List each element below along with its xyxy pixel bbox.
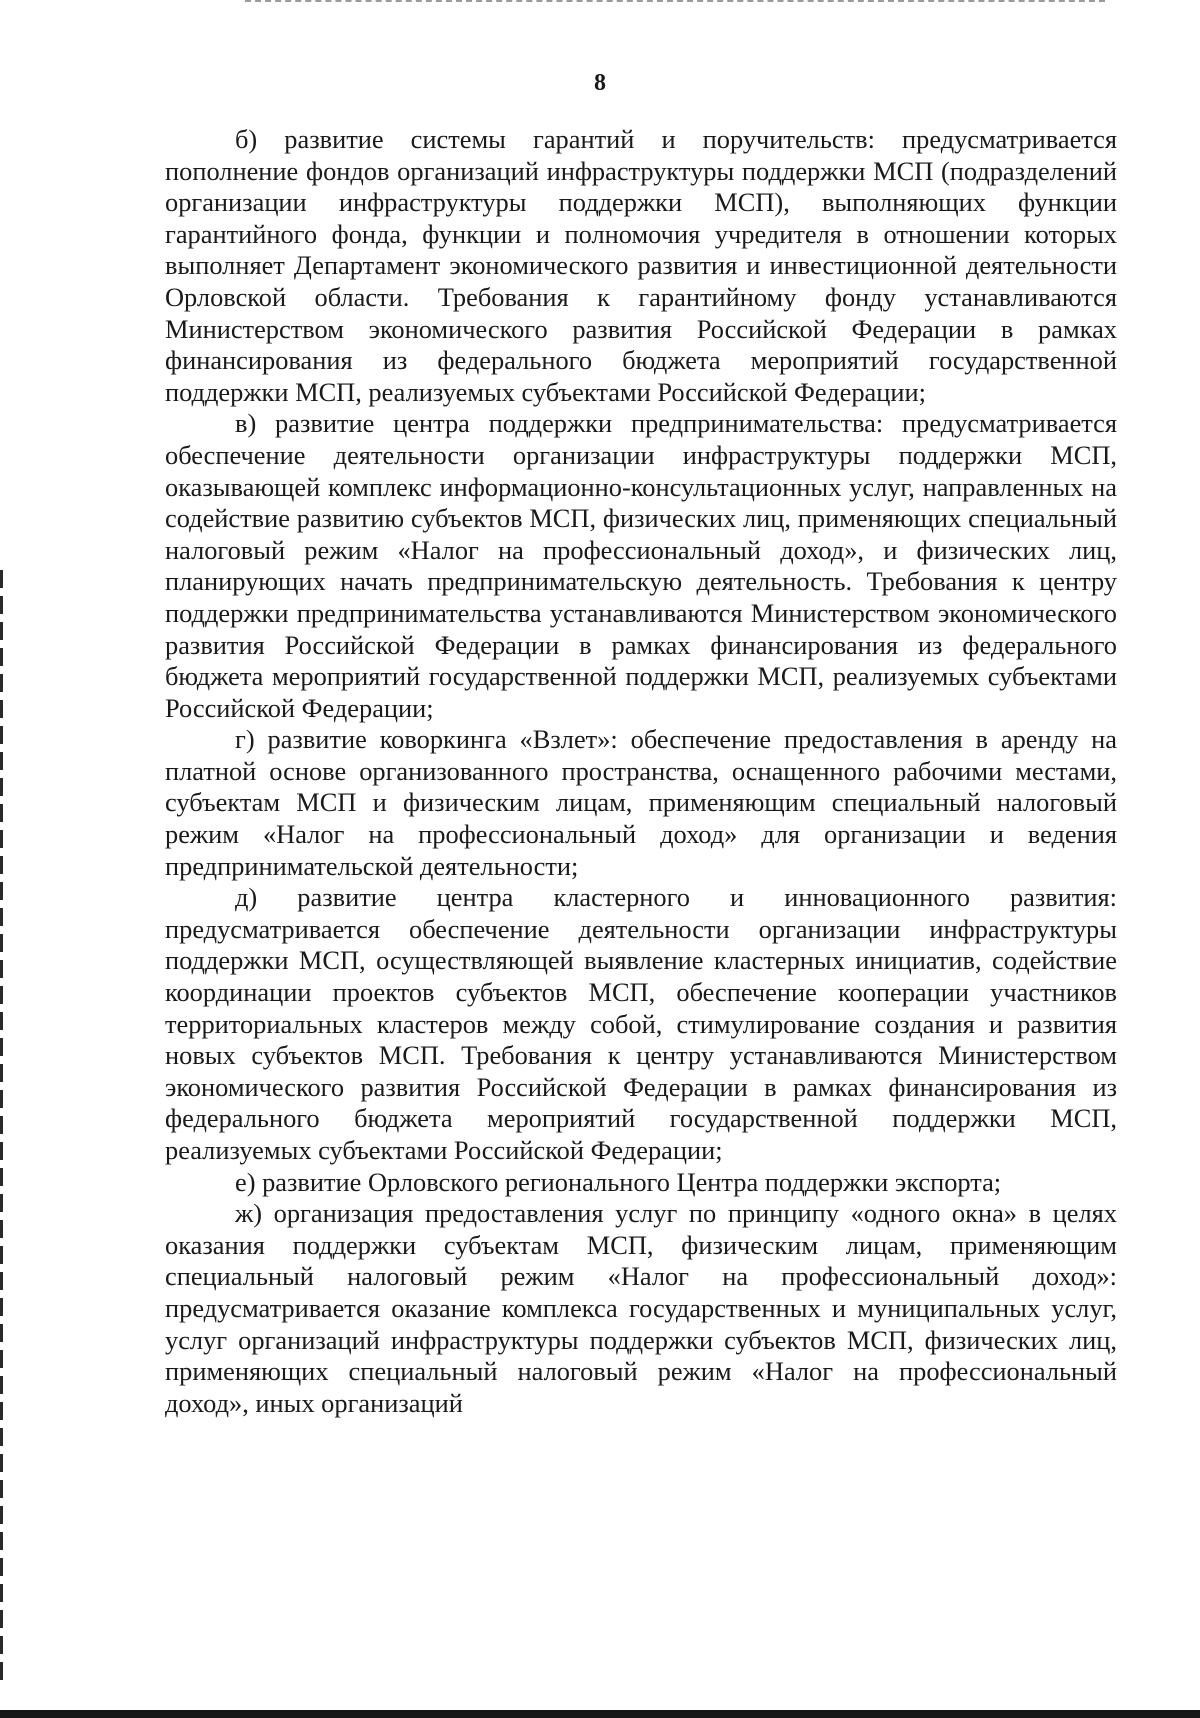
scan-left-edge <box>0 570 3 1680</box>
paragraph-d: д) развитие центра кластерного и инновационного развития: предусматривается обеспечение деятельности организации инфраструктуры поддержки МСП, осуществляющей выявление кластерных инициатив, содействие координации проектов субъектов МСП, обеспечение кооперации участников территориальных кластеров между собой, стимулирование создания и развития новых субъектов МСП. Требования к центру устанавливаются Министерством экономического развития Российской Федерации в рамках финансирования из федерального бюджета мероприятий государственной поддержки МСП, реализуемых субъектами Российской Федерации; <box>165 882 1117 1165</box>
paragraph-zh: ж) организация предоставления услуг по принципу «одного окна» в целях оказания поддержки субъектам МСП, физическим лицам, применяющим специальный налоговый режим «Налог на профессиональный доход»: предусматривается оказание комплекса государственных и муниципальных услуг, услуг организаций инфраструктуры поддержки субъектов МСП, физических лиц, применяющих специальный налоговый режим «Налог на профессиональный доход», иных организаций <box>165 1198 1117 1418</box>
paragraph-b: б) развитие системы гарантий и поручительств: предусматривается пополнение фондов организаций инфраструктуры поддержки МСП (подразделений организации инфраструктуры поддержки МСП), выполняющих функции гарантийного фонда, функции и полномочия учредителя в отношении которых выполняет Департамент экономического развития и инвестиционной деятельности Орловской области. Требования к гарантийному фонду устанавливаются Министерством экономического развития Российской Федерации в рамках финансирования из федерального бюджета мероприятий государственной поддержки МСП, реализуемых субъектами Российской Федерации; <box>165 124 1117 407</box>
paragraph-e: е) развитие Орловского регионального Центра поддержки экспорта; <box>235 1166 1002 1197</box>
scan-top-rule <box>245 0 1105 4</box>
paragraph-g: г) развитие коворкинга «Взлет»: обеспечение предоставления в аренду на платной основе организованного пространства, оснащенного рабочими местами, субъектам МСП и физическим лицам, применяющим специальный налоговый режим «Налог на профессиональный доход» для организации и ведения предпринимательской деятельности; <box>165 724 1117 881</box>
document-body <box>165 124 1117 1419</box>
paragraph-v: в) развитие центра поддержки предпринимательства: предусматривается обеспечение деятельности организации инфраструктуры поддержки МСП, оказывающей комплекс информационно-консультационных услуг, направленных на содействие развитию субъектов МСП, физических лиц, применяющих специальный налоговый режим «Налог на профессиональный доход», и физических лиц, планирующих начать предпринимательскую деятельность. Требования к центру поддержки предпринимательства устанавливаются Министерством экономического развития Российской Федерации в рамках финансирования из федерального бюджета мероприятий государственной поддержки МСП, реализуемых субъектами Российской Федерации; <box>165 408 1117 723</box>
scan-bottom-edge <box>0 1710 1200 1718</box>
page-number: 8 <box>594 70 606 96</box>
